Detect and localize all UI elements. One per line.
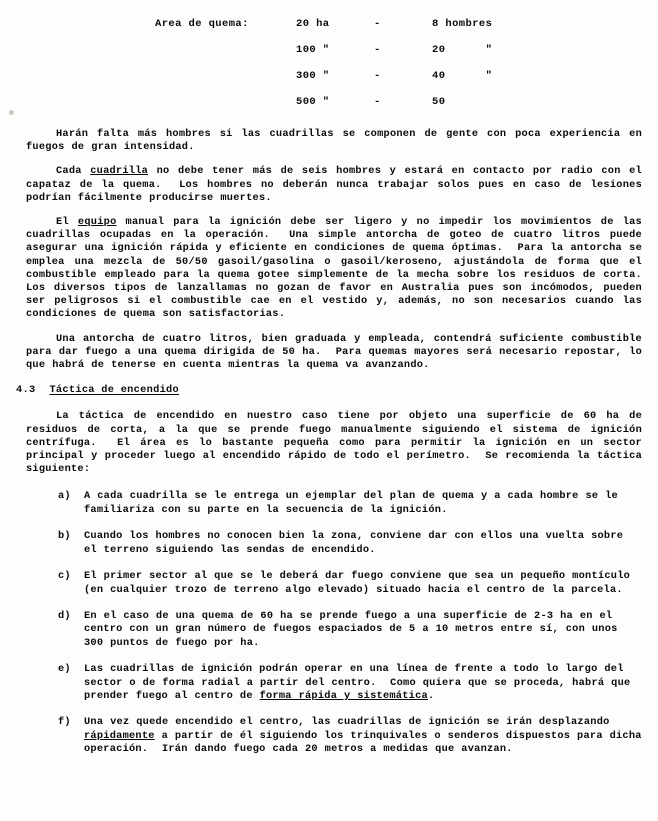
underlined-term: equipo — [77, 216, 117, 229]
men-value: 20 " — [432, 44, 493, 56]
row-dash: - — [374, 70, 381, 82]
list-item-text: Las cuadrillas de ignición podrán operar en una línea de frente a todo lo largo del sector o de forma radial a partir del centro. Como quiera que se proceda, habrá que prender fuego al centro de forma rápida y sistemática. — [84, 663, 638, 702]
list-item — [26, 530, 642, 557]
row-dash: - — [374, 18, 381, 30]
row-dash: - — [374, 44, 381, 56]
underlined-term: rápidamente — [84, 729, 155, 742]
table-row — [0, 44, 658, 70]
lettered-list — [26, 490, 649, 756]
table-row — [0, 96, 658, 122]
list-item-text: El primer sector al que se le deberá dar fuego conviene que sea un pequeño montículo (en cualquier trozo de terreno algo elevado) situado hacia el centro de la parcela. — [84, 570, 637, 596]
list-item-text: Una vez quede encendido el centro, las cuadrillas de ignición se irán desplazando rápidamente a partir de él siguiendo los trinquivales o senderos dispuestos para dicha operación. Irán dando fuego cada 20 metros a medidas que avanzan. — [84, 716, 649, 756]
section-title: Táctica de encendido — [49, 384, 180, 397]
area-value: 500 " — [296, 96, 330, 108]
paragraph: La táctica de encendido en nuestro caso tiene por objeto una superficie de 60 ha de residuos de corta, a la que se prende fuego manualmente siguiendo el sistema de ignición centrífuga. El área es lo bastante pequeña como para permitir la ignición en un sector principal y proceder luego al encendido rápido de todo el perímetro. Se recomienda la táctica siguiente: — [26, 410, 649, 476]
table-row — [0, 18, 658, 44]
list-item-text: A cada cuadrilla se le entrega un ejemplar del plan de quema y a cada hombre se le familiariza con su parte en la secuencia de la ignición. — [84, 490, 625, 516]
men-value: 50 — [432, 96, 446, 108]
underlined-term: forma rápida y sistemática — [259, 689, 428, 702]
underlined-term: cuadrilla — [90, 165, 149, 178]
list-item-marker: d) — [58, 609, 71, 622]
list-item — [26, 490, 642, 517]
list-item — [26, 570, 642, 597]
list-item-marker: b) — [58, 530, 71, 543]
men-value: 40 " — [432, 70, 493, 82]
list-item — [26, 663, 642, 703]
table-row — [0, 70, 658, 96]
paragraph: Cada cuadrilla no debe tener más de seis hombres y estará en contacto por radio con el capataz de la quema. Los hombres no deberán nunca trabajar solos pues en caso de lesiones podrían fácilmente producirse muertes. — [26, 165, 649, 204]
section-number: 4.3 — [16, 384, 36, 397]
list-item — [26, 716, 649, 756]
section-heading — [16, 384, 642, 397]
list-item-marker: a) — [58, 490, 71, 503]
area-de-quema-label: Area de quema: — [155, 18, 249, 30]
area-value: 20 ha — [296, 18, 330, 30]
list-item-marker: f) — [58, 716, 71, 729]
row-dash: - — [374, 96, 381, 108]
men-value: 8 hombres — [432, 18, 493, 30]
list-item-marker: c) — [58, 570, 71, 583]
area-de-quema-table — [0, 18, 658, 122]
list-item — [26, 610, 642, 650]
paragraph: Harán falta más hombres si las cuadrillas se componen de gente con poca experiencia en fuegos de gran intensidad. — [26, 128, 649, 154]
paragraph: Una antorcha de cuatro litros, bien graduada y empleada, contendrá suficiente combustible para dar fuego a una quema dirigida de 50 ha. Para quemas mayores será necesario repostar, lo que habrá de tenerse en cuenta mientras la quema va avanzando. — [26, 332, 649, 372]
document-body — [16, 128, 656, 770]
list-item-text: Cuando los hombres no conocen bien la zona, conviene dar con ellos una vuelta sobre el terreno siguiendo las sendas de encendido. — [84, 530, 631, 556]
list-item-text: En el caso de una quema de 60 ha se prende fuego a una superficie de 2-3 ha en el centro con un gran número de fuegos espaciados de 5 a 10 metros entre sí, con unos 300 puntos de fuego por ha. — [84, 609, 625, 649]
paragraph: El equipo manual para la ignición debe ser ligero y no impedir los movimientos de las cuadrillas ocupadas en la operación. Una simple antorcha de goteo de cuatro litros puede asegurar una ignición rápida y eficiente en condiciones de quema óptimas. Para la antorcha se emplea una mezcla de 50/50 gasoil/gasolina o gasoil/keroseno, ajustándola de forma que el combustible empleado para la quema gotee simplemente de la mecha sobre los residuos de corta. Los diversos tipos de lanzallamas no gozan de favor en Australia pues son incómodos, pueden ser peligrosos si el combustible cae en el vestido y, además, no son necesarios cuando las condiciones de quema son satisfactorias. — [26, 216, 656, 321]
area-value: 100 " — [296, 44, 330, 56]
list-item-marker: e) — [58, 663, 71, 676]
area-value: 300 " — [296, 70, 330, 82]
